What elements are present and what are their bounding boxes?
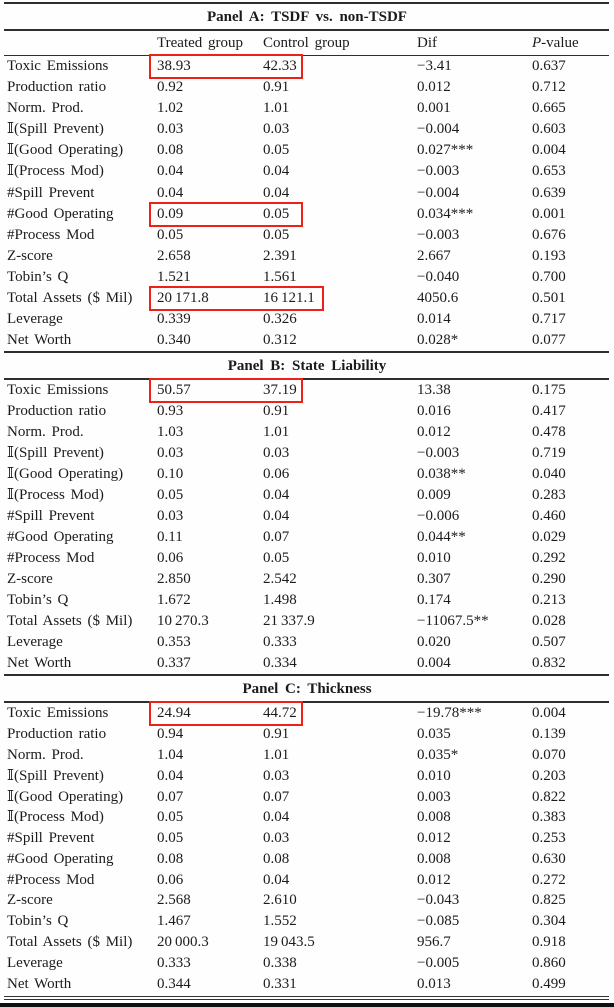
cell-label: Total Assets ($ Mil) <box>7 613 133 630</box>
panel-a-title: Panel A: TSDF vs. non-TSDF <box>207 9 407 25</box>
cell-dif: 0.034*** <box>417 205 474 222</box>
cell-label: #Process Mod <box>7 226 95 243</box>
table-row <box>0 527 614 548</box>
cell-control: 0.07 <box>263 788 290 805</box>
cell-pvalue: 0.029 <box>532 529 566 546</box>
cell-dif: 956.7 <box>417 934 451 951</box>
cell-treated: 0.340 <box>157 332 191 349</box>
cell-treated: 0.08 <box>157 142 184 159</box>
cell-control: 16 121.1 <box>263 290 315 307</box>
cell-pvalue: 0.478 <box>532 424 566 441</box>
cell-label: #Process Mod <box>7 871 95 888</box>
panel-c-title: Panel C: Thickness <box>242 681 372 698</box>
cell-control: 0.03 <box>263 767 290 784</box>
cell-dif: 0.012 <box>417 424 451 441</box>
cell-pvalue: 0.665 <box>532 100 566 117</box>
table-row <box>0 849 614 870</box>
cell-pvalue: 0.290 <box>532 571 566 588</box>
cell-control: 44.72 <box>263 705 297 722</box>
table-row <box>0 703 614 724</box>
cell-treated: 0.05 <box>157 487 184 504</box>
cell-dif: −3.41 <box>417 58 452 74</box>
cell-pvalue: 0.175 <box>532 382 566 399</box>
cell-treated: 1.672 <box>157 592 191 609</box>
cell-pvalue: 0.193 <box>532 247 566 264</box>
cell-label: Toxic Emissions <box>7 705 109 722</box>
cell-label: Production ratio <box>7 403 107 420</box>
cell-control: 0.326 <box>263 311 297 328</box>
cell-dif: −0.043 <box>417 892 460 909</box>
cell-label: 𝕀(Good Operating) <box>7 142 124 159</box>
cell-label: Net Worth <box>7 655 72 672</box>
table-row <box>0 611 614 632</box>
cell-treated: 0.04 <box>157 767 184 784</box>
table-row <box>0 787 614 808</box>
table-row <box>0 161 614 182</box>
cell-control: 1.561 <box>263 268 297 285</box>
table-row <box>0 267 614 288</box>
cell-dif: 0.012 <box>417 871 451 888</box>
cell-label: Z-score <box>7 571 53 588</box>
cell-control: 1.498 <box>263 592 297 609</box>
cell-control: 0.04 <box>263 487 290 504</box>
cell-pvalue: 0.501 <box>532 290 566 307</box>
cell-control: 0.08 <box>263 850 290 867</box>
cell-label: 𝕀(Good Operating) <box>7 788 124 805</box>
cell-control: 0.04 <box>263 871 290 888</box>
cell-pvalue: 0.203 <box>532 767 566 784</box>
cell-label: Tobin’s Q <box>7 913 69 930</box>
cell-treated: 0.339 <box>157 311 191 328</box>
cell-dif: −0.003 <box>417 226 460 243</box>
cell-pvalue: 0.700 <box>532 268 566 285</box>
table-row <box>0 119 614 140</box>
cell-pvalue: 0.077 <box>532 332 566 349</box>
cell-control: 37.19 <box>263 382 297 399</box>
table-row <box>0 288 614 309</box>
panel-c-rows <box>0 703 614 994</box>
table-row <box>0 745 614 766</box>
cell-label: Production ratio <box>7 726 107 743</box>
cell-pvalue: 0.139 <box>532 726 566 743</box>
cell-treated: 0.94 <box>157 726 184 743</box>
cell-pvalue: 0.292 <box>532 550 566 567</box>
cell-treated: 0.08 <box>157 850 184 867</box>
cell-dif: 0.027*** <box>417 142 474 159</box>
cell-pvalue: 0.653 <box>532 163 566 180</box>
cell-dif: 0.010 <box>417 767 451 784</box>
cell-label: #Process Mod <box>7 550 95 567</box>
table-row <box>0 828 614 849</box>
table-row <box>0 506 614 527</box>
cell-pvalue: 0.460 <box>532 508 566 525</box>
cell-treated: 0.344 <box>157 975 191 992</box>
table-row <box>0 932 614 953</box>
cell-label: Leverage <box>7 311 63 328</box>
cell-dif: 0.008 <box>417 809 451 826</box>
bottom-double-rule <box>4 996 609 1000</box>
cell-label: Toxic Emissions <box>7 58 109 74</box>
cell-treated: 0.333 <box>157 954 191 971</box>
page-edge-bar <box>0 1003 614 1007</box>
cell-control: 0.91 <box>263 726 290 743</box>
cell-label: 𝕀(Good Operating) <box>7 466 124 483</box>
cell-dif: 0.004 <box>417 655 451 672</box>
cell-pvalue: 0.860 <box>532 954 566 971</box>
cell-pvalue: 0.253 <box>532 830 566 847</box>
cell-control: 0.03 <box>263 121 290 138</box>
cell-treated: 0.04 <box>157 163 184 180</box>
cell-label: 𝕀(Spill Prevent) <box>7 121 104 138</box>
table-row <box>0 653 614 674</box>
table-row <box>0 309 614 330</box>
cell-label: Net Worth <box>7 975 72 992</box>
column-header-label <box>7 31 157 55</box>
table-row <box>0 464 614 485</box>
cell-label: Net Worth <box>7 332 72 349</box>
cell-treated: 20 171.8 <box>157 290 209 307</box>
cell-dif: 0.012 <box>417 830 451 847</box>
table-row <box>0 548 614 569</box>
cell-label: #Good Operating <box>7 850 114 867</box>
cell-control: 0.06 <box>263 466 290 483</box>
cell-label: Tobin’s Q <box>7 592 69 609</box>
cell-dif: −0.004 <box>417 121 460 138</box>
table-row <box>0 225 614 246</box>
cell-label: Norm. Prod. <box>7 100 84 117</box>
cell-treated: 2.658 <box>157 247 191 264</box>
cell-treated: 0.92 <box>157 79 184 96</box>
cell-pvalue: 0.001 <box>532 205 566 222</box>
panel-b-title: Panel B: State Liability <box>227 358 387 375</box>
cell-dif: 0.012 <box>417 79 451 96</box>
cell-control: 0.05 <box>263 205 290 222</box>
cell-pvalue: 0.918 <box>532 934 566 951</box>
cell-treated: 1.521 <box>157 268 191 285</box>
cell-control: 19 043.5 <box>263 934 315 951</box>
cell-control: 0.05 <box>263 550 290 567</box>
cell-label: Tobin’s Q <box>7 268 69 285</box>
cell-pvalue: 0.383 <box>532 809 566 826</box>
table-row <box>0 569 614 590</box>
table-row <box>0 204 614 225</box>
table-row <box>0 330 614 351</box>
cell-label: Z-score <box>7 892 53 909</box>
cell-treated: 1.03 <box>157 424 184 441</box>
table-row <box>0 766 614 787</box>
cell-dif: 0.016 <box>417 403 451 420</box>
cell-label: #Spill Prevent <box>7 830 95 847</box>
cell-control: 0.03 <box>263 830 290 847</box>
cell-treated: 10 270.3 <box>157 613 209 630</box>
cell-control: 0.312 <box>263 332 297 349</box>
table-row <box>0 911 614 932</box>
table-row <box>0 807 614 828</box>
cell-dif: −0.005 <box>417 954 460 971</box>
panel-b-rows <box>0 380 614 674</box>
cell-control: 21 337.9 <box>263 613 315 630</box>
table-row <box>0 485 614 506</box>
cell-dif: 0.014 <box>417 311 451 328</box>
table-row <box>0 632 614 653</box>
table-row <box>0 98 614 119</box>
table-row <box>0 870 614 891</box>
cell-pvalue: 0.499 <box>532 975 566 992</box>
cell-control: 0.05 <box>263 226 290 243</box>
cell-treated: 0.09 <box>157 205 184 222</box>
cell-label: Total Assets ($ Mil) <box>7 934 133 951</box>
cell-pvalue: 0.304 <box>532 913 566 930</box>
cell-treated: 0.07 <box>157 788 184 805</box>
cell-dif: 0.038** <box>417 466 466 483</box>
cell-pvalue: 0.676 <box>532 226 566 243</box>
cell-control: 2.542 <box>263 571 297 588</box>
cell-pvalue: 0.603 <box>532 121 566 138</box>
cell-treated: 0.337 <box>157 655 191 672</box>
panel-a-rows <box>0 56 614 351</box>
cell-dif: 0.001 <box>417 100 451 117</box>
cell-dif: 0.008 <box>417 850 451 867</box>
cell-treated: 20 000.3 <box>157 934 209 951</box>
cell-pvalue: 0.630 <box>532 850 566 867</box>
table-row <box>0 401 614 422</box>
cell-control: 0.04 <box>263 163 290 180</box>
cell-treated: 0.10 <box>157 466 184 483</box>
cell-dif: 0.010 <box>417 550 451 567</box>
cell-label: Toxic Emissions <box>7 382 109 399</box>
cell-treated: 0.04 <box>157 184 184 201</box>
cell-dif: 13.38 <box>417 382 451 399</box>
cell-label: #Spill Prevent <box>7 184 95 201</box>
cell-control: 0.331 <box>263 975 297 992</box>
column-header-treated-group: Treated group <box>157 35 244 51</box>
cell-control: 2.391 <box>263 247 297 264</box>
cell-label: Production ratio <box>7 79 107 96</box>
cell-label: Norm. Prod. <box>7 746 84 763</box>
cell-treated: 0.05 <box>157 226 184 243</box>
cell-pvalue: 0.004 <box>532 705 566 722</box>
cell-control: 1.01 <box>263 424 290 441</box>
cell-treated: 0.03 <box>157 508 184 525</box>
cell-pvalue: 0.507 <box>532 634 566 651</box>
cell-control: 42.33 <box>263 58 297 74</box>
cell-label: #Good Operating <box>7 205 114 222</box>
table-row <box>0 890 614 911</box>
cell-label: Norm. Prod. <box>7 424 84 441</box>
cell-pvalue: 0.070 <box>532 746 566 763</box>
cell-dif: 0.009 <box>417 487 451 504</box>
table-row <box>0 77 614 98</box>
cell-treated: 0.353 <box>157 634 191 651</box>
cell-control: 0.03 <box>263 445 290 462</box>
cell-pvalue: 0.712 <box>532 79 566 96</box>
table-row <box>0 183 614 204</box>
table-row <box>0 953 614 974</box>
cell-control: 0.333 <box>263 634 297 651</box>
cell-treated: 0.93 <box>157 403 184 420</box>
cell-pvalue: 0.272 <box>532 871 566 888</box>
cell-pvalue: 0.028 <box>532 613 566 630</box>
cell-dif: 0.020 <box>417 634 451 651</box>
cell-treated: 0.06 <box>157 871 184 888</box>
cell-control: 0.91 <box>263 403 290 420</box>
cell-pvalue: 0.822 <box>532 788 566 805</box>
table-row <box>0 380 614 401</box>
cell-treated: 24.94 <box>157 705 191 722</box>
cell-control: 1.01 <box>263 100 290 117</box>
cell-pvalue: 0.004 <box>532 142 566 159</box>
column-header-pvalue: P-value <box>532 35 579 51</box>
cell-pvalue: 0.283 <box>532 487 566 504</box>
cell-treated: 1.467 <box>157 913 191 930</box>
cell-control: 1.552 <box>263 913 297 930</box>
column-header-dif: Dif <box>417 35 437 51</box>
cell-dif: −11067.5** <box>417 613 489 630</box>
cell-control: 0.04 <box>263 508 290 525</box>
cell-pvalue: 0.717 <box>532 311 566 328</box>
cell-pvalue: 0.825 <box>532 892 566 909</box>
cell-pvalue: 0.417 <box>532 403 566 420</box>
cell-treated: 0.03 <box>157 121 184 138</box>
cell-dif: 2.667 <box>417 247 451 264</box>
cell-pvalue: 0.637 <box>532 58 566 74</box>
cell-treated: 0.05 <box>157 809 184 826</box>
cell-control: 1.01 <box>263 746 290 763</box>
cell-dif: 0.035 <box>417 726 451 743</box>
cell-control: 0.338 <box>263 954 297 971</box>
table-row <box>0 443 614 464</box>
cell-dif: 0.013 <box>417 975 451 992</box>
cell-dif: −0.006 <box>417 508 460 525</box>
cell-pvalue: 0.040 <box>532 466 566 483</box>
cell-treated: 38.93 <box>157 58 191 74</box>
cell-dif: −0.040 <box>417 268 460 285</box>
cell-label: #Spill Prevent <box>7 508 95 525</box>
cell-control: 0.04 <box>263 184 290 201</box>
table-row <box>0 56 614 77</box>
cell-label: 𝕀(Process Mod) <box>7 487 104 504</box>
cell-control: 0.07 <box>263 529 290 546</box>
cell-pvalue: 0.832 <box>532 655 566 672</box>
cell-dif: −0.003 <box>417 163 460 180</box>
cell-dif: −19.78*** <box>417 705 482 722</box>
cell-label: Z-score <box>7 247 53 264</box>
table-row <box>0 140 614 161</box>
cell-dif: 0.035* <box>417 746 459 763</box>
cell-label: Leverage <box>7 954 63 971</box>
table-row <box>0 724 614 745</box>
table-row <box>0 974 614 995</box>
table-row <box>0 590 614 611</box>
cell-treated: 0.11 <box>157 529 183 546</box>
cell-label: 𝕀(Process Mod) <box>7 809 104 826</box>
cell-treated: 2.850 <box>157 571 191 588</box>
cell-dif: −0.004 <box>417 184 460 201</box>
table-row <box>0 422 614 443</box>
cell-label: Leverage <box>7 634 63 651</box>
cell-treated: 1.02 <box>157 100 184 117</box>
cell-treated: 0.06 <box>157 550 184 567</box>
cell-treated: 0.03 <box>157 445 184 462</box>
cell-dif: 0.028* <box>417 332 459 349</box>
cell-pvalue: 0.639 <box>532 184 566 201</box>
cell-dif: 0.307 <box>417 571 451 588</box>
cell-dif: −0.003 <box>417 445 460 462</box>
cell-label: 𝕀(Spill Prevent) <box>7 767 104 784</box>
table-row <box>0 246 614 267</box>
cell-treated: 2.568 <box>157 892 191 909</box>
cell-label: 𝕀(Spill Prevent) <box>7 445 104 462</box>
cell-treated: 50.57 <box>157 382 191 399</box>
cell-label: #Good Operating <box>7 529 114 546</box>
cell-control: 0.05 <box>263 142 290 159</box>
cell-pvalue: 0.213 <box>532 592 566 609</box>
cell-dif: 0.044** <box>417 529 466 546</box>
cell-control: 0.04 <box>263 809 290 826</box>
cell-label: Total Assets ($ Mil) <box>7 290 133 307</box>
cell-dif: 4050.6 <box>417 290 459 307</box>
cell-label: 𝕀(Process Mod) <box>7 163 104 180</box>
cell-treated: 1.04 <box>157 746 184 763</box>
cell-dif: −0.085 <box>417 913 460 930</box>
cell-control: 2.610 <box>263 892 297 909</box>
cell-control: 0.334 <box>263 655 297 672</box>
cell-dif: 0.003 <box>417 788 451 805</box>
column-header-row <box>0 31 614 55</box>
cell-dif: 0.174 <box>417 592 451 609</box>
column-header-control-group: Control group <box>263 35 350 51</box>
cell-pvalue: 0.719 <box>532 445 566 462</box>
cell-treated: 0.05 <box>157 830 184 847</box>
cell-control: 0.91 <box>263 79 290 96</box>
